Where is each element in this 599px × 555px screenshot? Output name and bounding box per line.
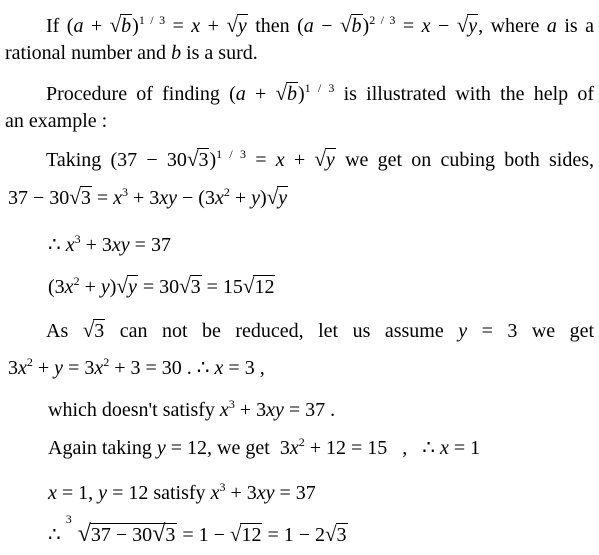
- math-result: $(a - √b)^{2 / 3} = x - √y$: [297, 13, 478, 37]
- equation-cubed: $37 - 30√3 = x^3 + 3xy - (3x^2 + y)√y$: [8, 185, 288, 209]
- text-cannot-reduce: can not be reduced, let us assume: [119, 320, 444, 342]
- math-sqrt3: √3: [82, 318, 105, 342]
- paragraph-4-line-2: $3x^2 + y = 3x^2 + 3 = 30$ . ∴ x = 3 ,: [8, 355, 265, 379]
- text-as: As: [46, 320, 69, 342]
- var-a: a: [546, 15, 557, 37]
- var-b: b: [171, 42, 182, 64]
- math-check-1: $x^3 + 3xy = 37$ .: [219, 397, 336, 421]
- paragraph-7: [48, 481, 316, 503]
- paragraph-1-line-2: [5, 43, 258, 63]
- paragraph-1-line-1: [46, 14, 594, 36]
- text-then: then: [255, 15, 290, 37]
- text-if: If: [46, 15, 60, 37]
- paragraph-4-line-1: [46, 320, 594, 341]
- math-check-2: $x^3 + 3xy = 37$: [210, 480, 316, 504]
- text-again-taking: Again taking: [48, 437, 152, 459]
- paragraph-2-line-1: [46, 82, 594, 104]
- math-x-1: ∴ x = 1: [422, 437, 481, 459]
- math-taking-expr: $(37 - 30√3)^{1 / 3} = x + √y$: [110, 147, 335, 171]
- paragraph-5: [48, 398, 335, 420]
- text-surd: is a surd.: [186, 42, 258, 64]
- text-where: , where: [478, 15, 540, 37]
- equation-2: $(3x^2 + y)√y = 30√3 = 15√12$: [48, 274, 275, 298]
- math-eq-15: $3x^2 + 12 = 15$: [279, 435, 388, 459]
- math-condition: $(a + √b)^{1 / 3} = x + √y$: [66, 13, 247, 37]
- final-result: ∴ 3 √37 − 30√3 = 1 − √12 = 1 − 2√3: [48, 512, 347, 547]
- text-example: an example :: [5, 110, 108, 132]
- paragraph-2-line-2: [5, 111, 107, 131]
- text-cubing: we get on cubing both sides,: [345, 149, 595, 171]
- math-values: x = 1, y = 12: [48, 482, 149, 504]
- equation-1: ∴ $x^3 + 3xy = 37$: [48, 232, 171, 256]
- text-procedure: Procedure of finding: [46, 83, 220, 105]
- paragraph-6: Again taking y = 12, we get $3x^2 + 12 = 15$ , ∴ x = 1: [48, 435, 481, 459]
- text-rational: rational number and: [5, 42, 167, 64]
- text-we-get: we get: [531, 320, 595, 342]
- math-procedure-expr: $(a + √b)^{1 / 3}$: [229, 81, 335, 105]
- paragraph-3-line-1: [46, 148, 594, 170]
- text-taking: Taking: [46, 149, 102, 171]
- text-is-a: is a: [564, 15, 595, 37]
- text-we-get-2: we get: [217, 437, 270, 459]
- text-illustrated: is illustrated with the help of: [343, 83, 595, 105]
- text-doesnt-satisfy: which doesn't satisfy: [48, 399, 215, 421]
- math-assume-y3: y = 3: [458, 320, 518, 342]
- text-satisfy: satisfy: [153, 482, 206, 504]
- math-assume-y12: y = 12,: [156, 437, 213, 459]
